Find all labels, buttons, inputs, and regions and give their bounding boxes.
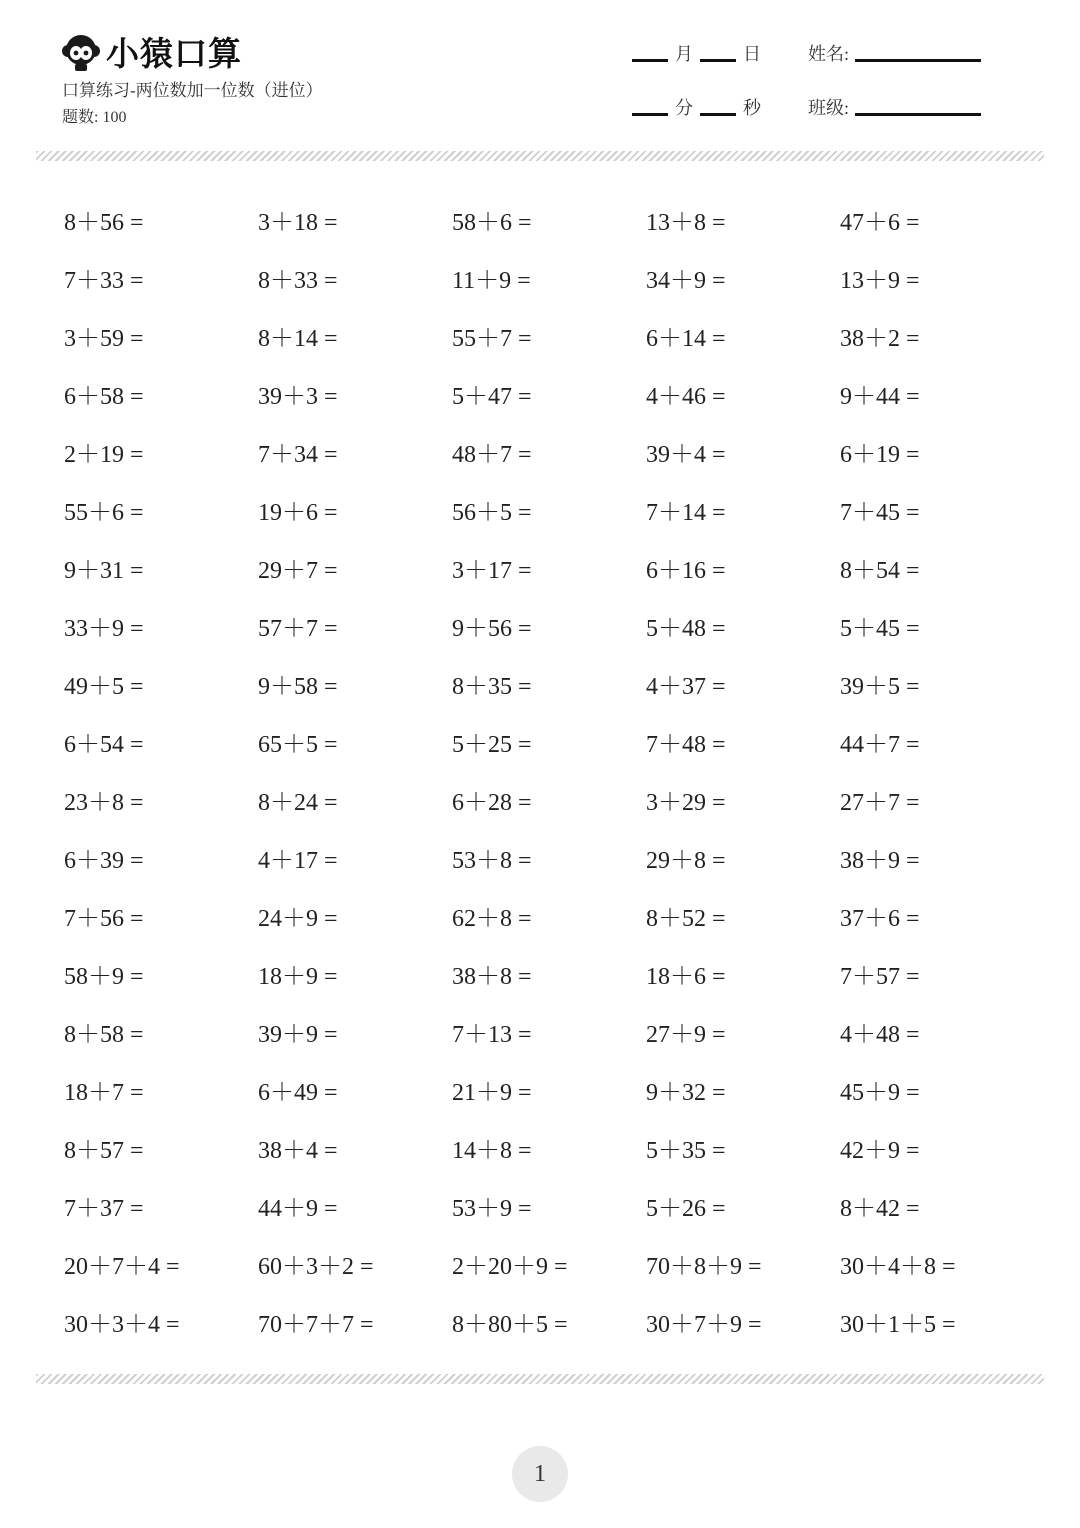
problem-row bbox=[64, 890, 1044, 948]
problem-item: 3＋59 = bbox=[64, 326, 144, 352]
second-label: 秒 bbox=[743, 98, 761, 118]
problem-item: 13＋9 = bbox=[840, 268, 920, 294]
name-blank[interactable] bbox=[855, 59, 981, 62]
problem-item: 6＋49 = bbox=[258, 1080, 338, 1106]
problem-item: 62＋8 = bbox=[452, 906, 532, 932]
problem-item: 42＋9 = bbox=[840, 1138, 920, 1164]
problem-item: 5＋25 = bbox=[452, 732, 532, 758]
problem-item: 3＋18 = bbox=[258, 210, 338, 236]
problem-item: 7＋45 = bbox=[840, 500, 920, 526]
problem-row bbox=[64, 774, 1044, 832]
problem-item: 8＋42 = bbox=[840, 1196, 920, 1222]
minute-label: 分 bbox=[675, 98, 693, 118]
problem-item: 27＋9 = bbox=[646, 1022, 726, 1048]
day-label: 日 bbox=[743, 44, 761, 64]
problem-item: 8＋33 = bbox=[258, 268, 338, 294]
problem-item: 39＋5 = bbox=[840, 674, 920, 700]
problem-item: 4＋48 = bbox=[840, 1022, 920, 1048]
problem-item: 8＋24 = bbox=[258, 790, 338, 816]
problem-item: 5＋45 = bbox=[840, 616, 920, 642]
problem-item: 34＋9 = bbox=[646, 268, 726, 294]
problem-item: 6＋39 = bbox=[64, 848, 144, 874]
problem-item: 18＋7 = bbox=[64, 1080, 144, 1106]
problem-item: 6＋54 = bbox=[64, 732, 144, 758]
problem-item: 70＋7＋7 = bbox=[258, 1312, 374, 1338]
problem-item: 8＋57 = bbox=[64, 1138, 144, 1164]
month-label: 月 bbox=[675, 44, 693, 64]
problem-item: 7＋37 = bbox=[64, 1196, 144, 1222]
minute-blank[interactable] bbox=[632, 113, 668, 116]
problem-item: 7＋33 = bbox=[64, 268, 144, 294]
problem-item: 6＋14 = bbox=[646, 326, 726, 352]
problem-item: 11＋9 = bbox=[452, 268, 531, 294]
problem-item: 14＋8 = bbox=[452, 1138, 532, 1164]
problem-item: 18＋6 = bbox=[646, 964, 726, 990]
problem-item: 21＋9 = bbox=[452, 1080, 532, 1106]
problem-item: 38＋9 = bbox=[840, 848, 920, 874]
class-blank[interactable] bbox=[855, 113, 981, 116]
problem-item: 7＋34 = bbox=[258, 442, 338, 468]
problem-item: 5＋26 = bbox=[646, 1196, 726, 1222]
bottom-divider bbox=[36, 1374, 1044, 1384]
problem-row bbox=[64, 658, 1044, 716]
problem-item: 29＋7 = bbox=[258, 558, 338, 584]
problem-grid bbox=[64, 194, 1044, 1354]
problem-item: 8＋80＋5 = bbox=[452, 1312, 568, 1338]
page-number: 1 bbox=[512, 1446, 568, 1502]
problem-item: 20＋7＋4 = bbox=[64, 1254, 180, 1280]
problem-item: 2＋19 = bbox=[64, 442, 144, 468]
problem-item: 6＋19 = bbox=[840, 442, 920, 468]
problem-item: 8＋35 = bbox=[452, 674, 532, 700]
date-name-row bbox=[632, 42, 981, 66]
problem-item: 5＋47 = bbox=[452, 384, 532, 410]
problem-item: 5＋35 = bbox=[646, 1138, 726, 1164]
second-blank[interactable] bbox=[700, 113, 736, 116]
problem-item: 8＋58 = bbox=[64, 1022, 144, 1048]
worksheet-subtitle: 口算练习-两位数加一位数（进位） bbox=[62, 81, 323, 100]
problem-item: 39＋9 = bbox=[258, 1022, 338, 1048]
problem-item: 3＋29 = bbox=[646, 790, 726, 816]
problem-item: 4＋46 = bbox=[646, 384, 726, 410]
problem-item: 7＋48 = bbox=[646, 732, 726, 758]
problem-item: 8＋56 = bbox=[64, 210, 144, 236]
brand-logo bbox=[60, 28, 242, 75]
problem-item: 38＋4 = bbox=[258, 1138, 338, 1164]
problem-item: 48＋7 = bbox=[452, 442, 532, 468]
problem-item: 6＋58 = bbox=[64, 384, 144, 410]
time-class-row bbox=[632, 96, 981, 120]
problem-item: 60＋3＋2 = bbox=[258, 1254, 374, 1280]
problem-row bbox=[64, 1122, 1044, 1180]
problem-item: 45＋9 = bbox=[840, 1080, 920, 1106]
problem-item: 8＋54 = bbox=[840, 558, 920, 584]
name-label: 姓名: bbox=[808, 44, 850, 64]
problem-item: 55＋7 = bbox=[452, 326, 532, 352]
problem-row bbox=[64, 368, 1044, 426]
problem-row bbox=[64, 1064, 1044, 1122]
problem-item: 8＋52 = bbox=[646, 906, 726, 932]
problem-row bbox=[64, 1296, 1044, 1354]
problem-row bbox=[64, 252, 1044, 310]
problem-item: 30＋3＋4 = bbox=[64, 1312, 180, 1338]
problem-row bbox=[64, 832, 1044, 890]
problem-item: 7＋57 = bbox=[840, 964, 920, 990]
day-blank[interactable] bbox=[700, 59, 736, 62]
problem-item: 3＋17 = bbox=[452, 558, 532, 584]
problem-row bbox=[64, 600, 1044, 658]
problem-item: 53＋8 = bbox=[452, 848, 532, 874]
problem-item: 44＋9 = bbox=[258, 1196, 338, 1222]
problem-item: 44＋7 = bbox=[840, 732, 920, 758]
problem-item: 2＋20＋9 = bbox=[452, 1254, 568, 1280]
problem-item: 9＋56 = bbox=[452, 616, 532, 642]
problem-item: 27＋7 = bbox=[840, 790, 920, 816]
problem-item: 57＋7 = bbox=[258, 616, 338, 642]
problem-row bbox=[64, 542, 1044, 600]
problem-item: 13＋8 = bbox=[646, 210, 726, 236]
problem-row bbox=[64, 1238, 1044, 1296]
problem-item: 6＋16 = bbox=[646, 558, 726, 584]
top-divider bbox=[36, 151, 1044, 161]
problem-item: 9＋31 = bbox=[64, 558, 144, 584]
problem-item: 9＋44 = bbox=[840, 384, 920, 410]
problem-item: 58＋9 = bbox=[64, 964, 144, 990]
problem-item: 19＋6 = bbox=[258, 500, 338, 526]
problem-item: 70＋8＋9 = bbox=[646, 1254, 762, 1280]
problem-item: 6＋28 = bbox=[452, 790, 532, 816]
problem-item: 4＋37 = bbox=[646, 674, 726, 700]
problem-row bbox=[64, 1006, 1044, 1064]
problem-item: 7＋13 = bbox=[452, 1022, 532, 1048]
problem-item: 18＋9 = bbox=[258, 964, 338, 990]
problem-item: 38＋2 = bbox=[840, 326, 920, 352]
class-label: 班级: bbox=[808, 98, 850, 118]
problem-item: 30＋1＋5 = bbox=[840, 1312, 956, 1338]
problem-item: 39＋3 = bbox=[258, 384, 338, 410]
brand-name: 小猿口算 bbox=[106, 34, 242, 73]
problem-row bbox=[64, 484, 1044, 542]
problem-item: 38＋8 = bbox=[452, 964, 532, 990]
problem-item: 58＋6 = bbox=[452, 210, 532, 236]
problem-row bbox=[64, 194, 1044, 252]
problem-item: 65＋5 = bbox=[258, 732, 338, 758]
problem-item: 29＋8 = bbox=[646, 848, 726, 874]
problem-item: 55＋6 = bbox=[64, 500, 144, 526]
problem-item: 47＋6 = bbox=[840, 210, 920, 236]
problem-item: 7＋56 = bbox=[64, 906, 144, 932]
problem-item: 49＋5 = bbox=[64, 674, 144, 700]
problem-row bbox=[64, 1180, 1044, 1238]
monkey-logo-icon bbox=[60, 31, 102, 73]
problem-item: 56＋5 = bbox=[452, 500, 532, 526]
problem-item: 30＋4＋8 = bbox=[840, 1254, 956, 1280]
month-blank[interactable] bbox=[632, 59, 668, 62]
problem-item: 9＋32 = bbox=[646, 1080, 726, 1106]
problem-row bbox=[64, 948, 1044, 1006]
problem-item: 9＋58 = bbox=[258, 674, 338, 700]
problem-item: 39＋4 = bbox=[646, 442, 726, 468]
problem-item: 8＋14 = bbox=[258, 326, 338, 352]
problem-item: 7＋14 = bbox=[646, 500, 726, 526]
problem-row bbox=[64, 716, 1044, 774]
problem-item: 53＋9 = bbox=[452, 1196, 532, 1222]
problem-count: 题数: 100 bbox=[62, 109, 127, 126]
problem-item: 23＋8 = bbox=[64, 790, 144, 816]
problem-item: 4＋17 = bbox=[258, 848, 338, 874]
problem-item: 30＋7＋9 = bbox=[646, 1312, 762, 1338]
problem-item: 37＋6 = bbox=[840, 906, 920, 932]
problem-item: 5＋48 = bbox=[646, 616, 726, 642]
problem-item: 33＋9 = bbox=[64, 616, 144, 642]
problem-row bbox=[64, 310, 1044, 368]
problem-row bbox=[64, 426, 1044, 484]
problem-item: 24＋9 = bbox=[258, 906, 338, 932]
